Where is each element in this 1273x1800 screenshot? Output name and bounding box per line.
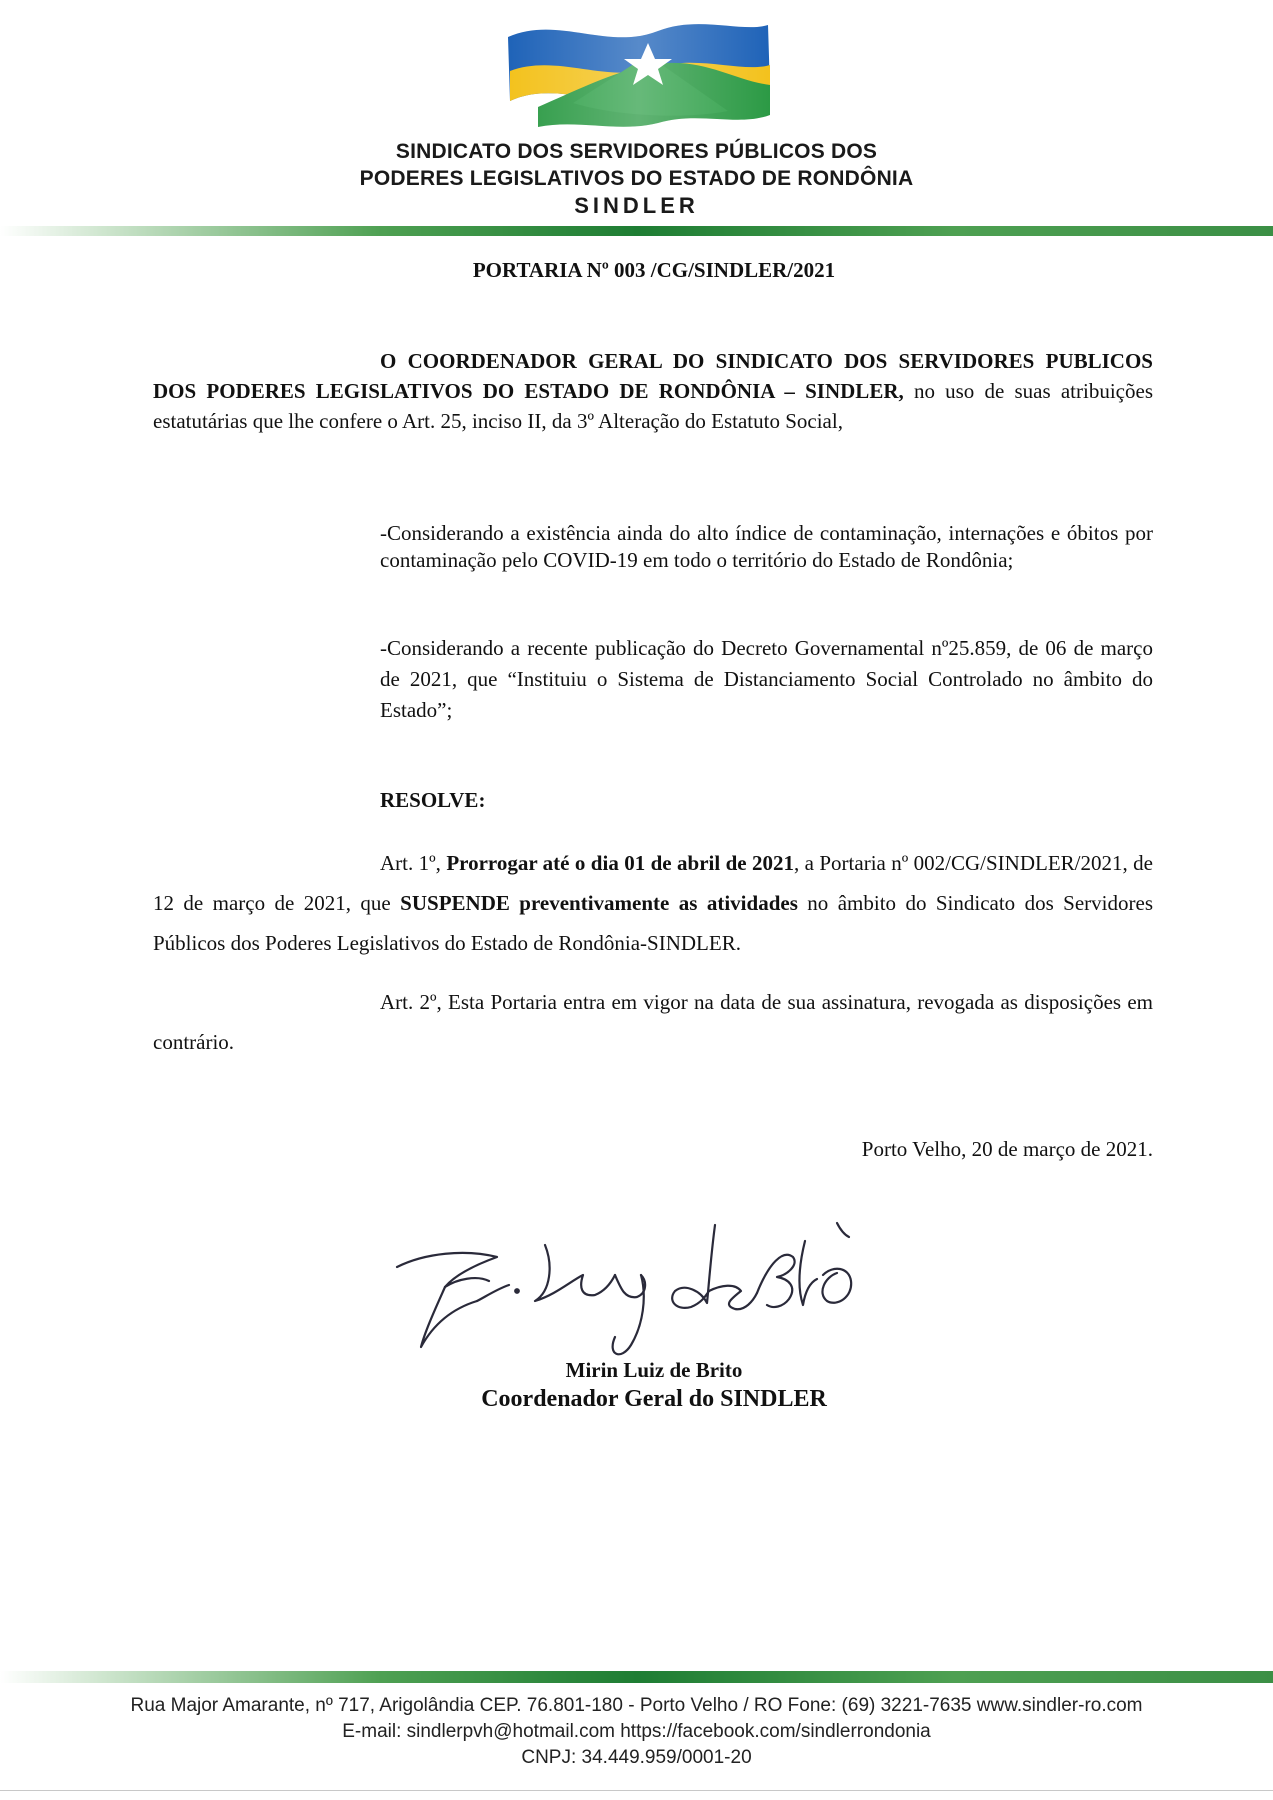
intro-bold: O COORDENADOR GERAL DO SINDICATO DOS SERVIDORES PUBLICOS DOS PODERES LEGISLATIVOS DO ESTADO DE RONDÔNIA – SINDLER, [153, 349, 1153, 403]
art1-prefix: Art. 1º, [380, 851, 447, 875]
art1-bold-1: Prorrogar até o dia 01 de abril de 2021 [446, 851, 794, 875]
footer-address: Rua Major Amarante, nº 717, Arigolândia CEP. 76.801-180 - Porto Velho / RO Fone: (69) 3221-7635 www.sindler-ro.com [130, 1695, 1143, 1716]
intro-paragraph [153, 346, 1153, 436]
footer-contact: E-mail: sindlerpvh@hotmail.com https://facebook.com/sindlerrondonia [342, 1721, 931, 1742]
header-divider [0, 226, 1273, 236]
resolve-heading: RESOLVE: [380, 788, 486, 812]
footer-divider [0, 1671, 1273, 1683]
place-date: Porto Velho, 20 de março de 2021. [861, 1137, 1153, 1161]
article-1 [153, 843, 1153, 963]
article-2: Art. 2º, Esta Portaria entra em vigor na data de sua assinatura, revogada as disposições em contrário. [153, 990, 1153, 1054]
signatory-role: Coordenador Geral do SINDLER [481, 1386, 827, 1412]
art1-middle: , a Portaria nº 002/CG/SINDLER/2021, de 12 de março de 2021, que [153, 851, 1153, 915]
considerando-1: -Considerando a existência ainda do alto índice de contaminação, internações e óbitos por contaminação pelo COVID-19 em todo o território do Estado de Rondônia; [380, 521, 1153, 572]
art1-end: no âmbito do Sindicato dos Servidores Públicos dos Poderes Legislativos do Estado de Rondônia-SINDLER. [153, 891, 1153, 955]
considerando-2: -Considerando a recente publicação do Decreto Governamental nº25.859, de 06 de março de 2021, que “Instituiu o Sistema de Distanciamento Social Controlado no âmbito do Estado”; [380, 636, 1153, 722]
art1-bold-2: SUSPENDE preventivamente as atividades [400, 891, 798, 915]
footer-cnpj: CNPJ: 34.449.959/0001-20 [521, 1747, 752, 1768]
org-name-line-2: PODERES LEGISLATIVOS DO ESTADO DE RONDÔNIA [359, 167, 914, 190]
page-bottom-line [0, 1790, 1273, 1791]
handwritten-signature [385, 1205, 915, 1365]
intro-rest: no uso de suas atribuições estatutárias que lhe confere o Art. 25, inciso II, da 3º Alteração do Estatuto Social, [153, 379, 1153, 433]
rondonia-flag-icon [498, 15, 778, 135]
org-acronym: SINDLER [574, 193, 699, 218]
org-name-line-1: SINDICATO DOS SERVIDORES PÚBLICOS DOS [395, 140, 878, 163]
document-title: PORTARIA Nº 003 /CG/SINDLER/2021 [472, 258, 836, 282]
signatory-name: Mirin Luiz de Brito [565, 1358, 743, 1382]
